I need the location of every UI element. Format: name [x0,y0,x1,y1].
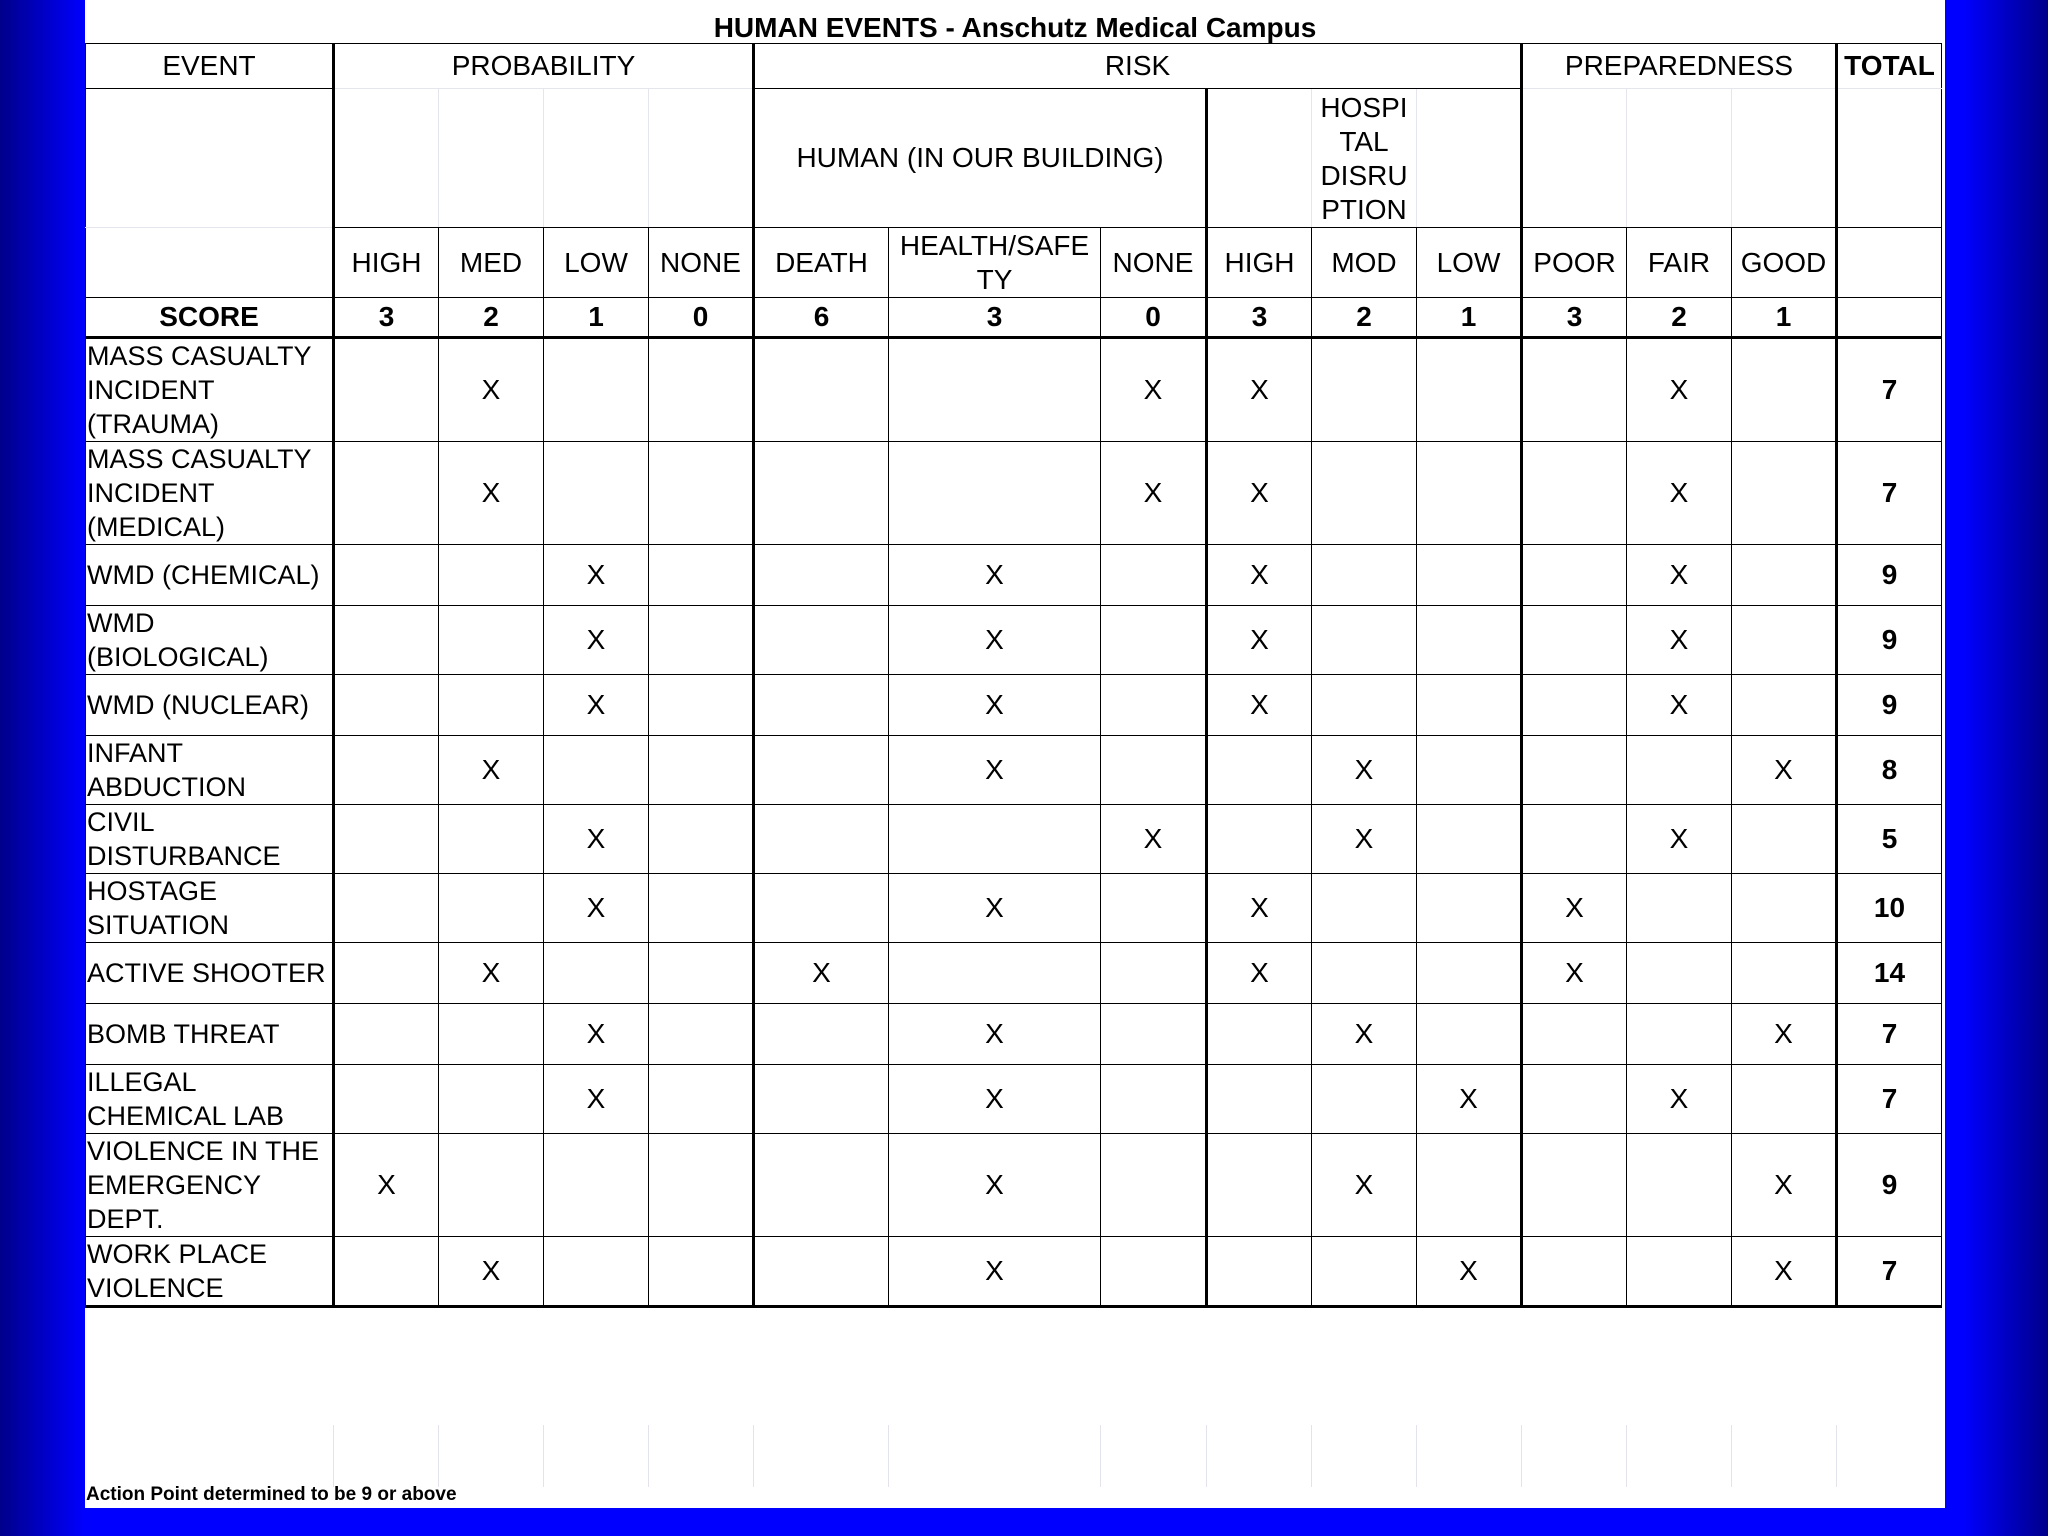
faint-gridline [888,1425,889,1487]
faint-gridline [1311,1425,1312,1487]
empty-cell [889,805,1101,874]
x-mark: X [889,675,1101,736]
empty-cell [889,442,1101,545]
empty-cell [334,736,439,805]
event-total: 9 [1837,1134,1942,1237]
empty-cell [1207,1065,1312,1134]
faint-gridline [1100,1425,1101,1487]
empty-cell [649,338,754,442]
x-mark: X [544,545,649,606]
x-mark: X [1627,606,1732,675]
x-mark: X [1417,1237,1522,1307]
column-header: MOD [1312,228,1417,298]
column-header: POOR [1522,228,1627,298]
x-mark: X [1101,442,1207,545]
empty-cell [439,675,544,736]
column-header: GOOD [1732,228,1837,298]
empty-cell [1417,442,1522,545]
event-row [86,338,1942,442]
score-total-spacer [1837,298,1942,338]
empty-cell [1312,943,1417,1004]
x-mark: X [1207,442,1312,545]
x-mark: X [1627,805,1732,874]
empty-cell [1101,606,1207,675]
empty-cell [1207,1237,1312,1307]
hospital-disruption-header [1312,89,1417,228]
empty-cell [1522,736,1627,805]
x-mark: X [1101,338,1207,442]
empty-cell [334,338,439,442]
empty-cell [754,1004,889,1065]
score-value: 1 [544,298,649,338]
empty-cell [649,545,754,606]
event-name: VIOLENCE IN THE EMERGENCY DEPT. [86,1134,334,1237]
x-mark: X [1627,442,1732,545]
x-mark: X [889,736,1101,805]
x-mark: X [544,1065,649,1134]
event-name: WORK PLACE VIOLENCE [86,1237,334,1307]
empty-cell [334,545,439,606]
empty-cell [1101,1004,1207,1065]
empty-cell [1417,675,1522,736]
score-value: 3 [334,298,439,338]
empty-cell [649,1237,754,1307]
empty-cell [754,1065,889,1134]
event-name: BOMB THREAT [86,1004,334,1065]
score-value: 0 [1101,298,1207,338]
x-mark: X [1207,338,1312,442]
faint-gridline [1731,1425,1732,1487]
empty-cell [1522,442,1627,545]
x-mark: X [439,442,544,545]
event-header-spacer [86,89,334,228]
empty-cell [1732,606,1837,675]
preparedness-spacer [1627,89,1732,228]
empty-cell [754,606,889,675]
empty-cell [439,1134,544,1237]
empty-cell [649,943,754,1004]
x-mark: X [1207,675,1312,736]
x-mark: X [1732,1134,1837,1237]
empty-cell [544,1237,649,1307]
score-value: 1 [1732,298,1837,338]
empty-cell [334,943,439,1004]
empty-cell [649,736,754,805]
event-row [86,1065,1942,1134]
event-name: ACTIVE SHOOTER [86,943,334,1004]
x-mark: X [1522,874,1627,943]
empty-cell [1522,1237,1627,1307]
event-row [86,1237,1942,1307]
empty-cell [1101,943,1207,1004]
probability-spacer [649,89,754,228]
faint-gridline [648,1425,649,1487]
event-row [86,442,1942,545]
probability-header: PROBABILITY [334,44,754,89]
x-mark: X [1627,338,1732,442]
empty-cell [754,874,889,943]
empty-cell [544,338,649,442]
faint-gridline [438,1425,439,1487]
event-total: 7 [1837,338,1942,442]
empty-cell [1732,442,1837,545]
preparedness-spacer [1522,89,1627,228]
x-mark: X [889,545,1101,606]
empty-cell [1312,338,1417,442]
empty-cell [334,442,439,545]
hospital-disruption-line: TAL [1339,126,1389,157]
disruption-spacer [1207,89,1312,228]
faint-gridline [753,1425,754,1487]
hospital-disruption-line: DISRU [1320,160,1408,191]
human-in-building-header: HUMAN (IN OUR BUILDING) [754,89,1207,228]
event-row [86,606,1942,675]
empty-cell [1522,1065,1627,1134]
empty-cell [334,675,439,736]
event-row [86,805,1942,874]
event-total: 7 [1837,1065,1942,1134]
empty-cell [1101,1134,1207,1237]
risk-header: RISK [754,44,1522,89]
x-mark: X [334,1134,439,1237]
empty-cell [1522,805,1627,874]
event-total: 7 [1837,1004,1942,1065]
empty-cell [1312,874,1417,943]
empty-cell [754,1134,889,1237]
empty-cell [889,338,1101,442]
empty-cell [1732,943,1837,1004]
empty-cell [754,805,889,874]
x-mark: X [1732,736,1837,805]
x-mark: X [889,1134,1101,1237]
empty-cell [1732,545,1837,606]
x-mark: X [1627,1065,1732,1134]
empty-cell [1627,736,1732,805]
empty-cell [1312,442,1417,545]
empty-cell [439,874,544,943]
total-spacer [1837,89,1942,228]
event-row [86,675,1942,736]
empty-cell [1101,874,1207,943]
column-header: MED [439,228,544,298]
score-value: 0 [649,298,754,338]
empty-cell [649,442,754,545]
empty-cell [1312,545,1417,606]
event-total: 9 [1837,545,1942,606]
empty-cell [1312,675,1417,736]
empty-cell [649,874,754,943]
x-mark: X [1732,1237,1837,1307]
empty-cell [1312,1237,1417,1307]
score-value: 2 [439,298,544,338]
event-name: INFANT ABDUCTION [86,736,334,805]
empty-cell [1732,874,1837,943]
event-row [86,736,1942,805]
event-header: EVENT [86,44,334,89]
empty-cell [1417,545,1522,606]
faint-gridline [1836,1425,1837,1487]
empty-cell [544,442,649,545]
event-name: CIVIL DISTURBANCE [86,805,334,874]
column-header: HEALTH/SAFE TY [889,228,1101,298]
total-header: TOTAL [1837,44,1942,89]
event-total: 8 [1837,736,1942,805]
score-value: 2 [1627,298,1732,338]
hazard-table [85,43,1942,1308]
column-header: FAIR [1627,228,1732,298]
column-header: NONE [1101,228,1207,298]
empty-cell [1101,1237,1207,1307]
probability-spacer [544,89,649,228]
empty-cell [754,545,889,606]
event-name: ILLEGAL CHEMICAL LAB [86,1065,334,1134]
empty-cell [1101,1065,1207,1134]
total-column-spacer [1837,228,1942,298]
hva-sheet [85,0,1945,1508]
empty-cell [1207,736,1312,805]
preparedness-header: PREPAREDNESS [1522,44,1837,89]
event-total: 7 [1837,442,1942,545]
empty-cell [1627,1237,1732,1307]
empty-cell [1207,1004,1312,1065]
empty-cell [649,1065,754,1134]
empty-cell [439,606,544,675]
faint-gridline [1416,1425,1417,1487]
score-label: SCORE [86,298,334,338]
x-mark: X [1101,805,1207,874]
event-name: HOSTAGE SITUATION [86,874,334,943]
x-mark: X [1207,943,1312,1004]
empty-cell [439,1065,544,1134]
probability-spacer [334,89,439,228]
event-name: WMD (BIOLOGICAL) [86,606,334,675]
empty-cell [334,874,439,943]
empty-cell [1732,338,1837,442]
disruption-spacer [1417,89,1522,228]
x-mark: X [1627,675,1732,736]
empty-cell [439,1004,544,1065]
event-name: WMD (CHEMICAL) [86,545,334,606]
empty-cell [334,1065,439,1134]
event-total: 9 [1837,606,1942,675]
x-mark: X [439,736,544,805]
event-total: 14 [1837,943,1942,1004]
x-mark: X [439,943,544,1004]
empty-cell [544,1134,649,1237]
faint-gridline [1626,1425,1627,1487]
event-row [86,1004,1942,1065]
event-total: 7 [1837,1237,1942,1307]
x-mark: X [544,675,649,736]
empty-cell [1417,874,1522,943]
empty-cell [1522,1004,1627,1065]
event-row [86,1134,1942,1237]
x-mark: X [544,874,649,943]
empty-cell [334,1237,439,1307]
empty-cell [334,1004,439,1065]
empty-cell [1417,805,1522,874]
x-mark: X [544,805,649,874]
faint-gridline [1206,1425,1207,1487]
score-value: 3 [1207,298,1312,338]
empty-cell [1732,675,1837,736]
x-mark: X [1312,736,1417,805]
event-row [86,545,1942,606]
x-mark: X [1207,606,1312,675]
empty-cell [1732,1065,1837,1134]
score-value: 6 [754,298,889,338]
column-header: HIGH [1207,228,1312,298]
empty-cell [1101,675,1207,736]
empty-cell [1522,1134,1627,1237]
x-mark: X [889,1004,1101,1065]
x-mark: X [1207,874,1312,943]
empty-cell [334,606,439,675]
hospital-disruption-line: PTION [1321,194,1407,225]
x-mark: X [544,1004,649,1065]
score-value: 2 [1312,298,1417,338]
faint-gridline [1521,1425,1522,1487]
empty-cell [754,1237,889,1307]
column-header: HIGH [334,228,439,298]
x-mark: X [1627,545,1732,606]
score-value: 3 [889,298,1101,338]
empty-cell [649,675,754,736]
empty-cell [1522,545,1627,606]
column-header: NONE [649,228,754,298]
empty-cell [754,442,889,545]
event-row [86,874,1942,943]
score-value: 3 [1522,298,1627,338]
empty-cell [649,1004,754,1065]
empty-cell [544,736,649,805]
empty-cell [439,805,544,874]
empty-cell [1522,338,1627,442]
x-mark: X [1312,1004,1417,1065]
event-row [86,943,1942,1004]
empty-cell [1312,1065,1417,1134]
faint-gridline [543,1425,544,1487]
x-mark: X [439,1237,544,1307]
x-mark: X [1732,1004,1837,1065]
event-column-spacer [86,228,334,298]
x-mark: X [1312,805,1417,874]
empty-cell [1732,805,1837,874]
probability-spacer [439,89,544,228]
x-mark: X [754,943,889,1004]
empty-cell [1417,1004,1522,1065]
event-name: MASS CASUALTY INCIDENT (MEDICAL) [86,442,334,545]
empty-cell [754,736,889,805]
sheet-title: HUMAN EVENTS - Anschutz Medical Campus [713,12,1317,43]
event-total: 9 [1837,675,1942,736]
empty-cell [649,606,754,675]
x-mark: X [889,1065,1101,1134]
empty-cell [1207,805,1312,874]
empty-cell [1417,338,1522,442]
x-mark: X [889,606,1101,675]
event-total: 10 [1837,874,1942,943]
empty-cell [754,338,889,442]
empty-cell [1627,874,1732,943]
column-header: DEATH [754,228,889,298]
event-total: 5 [1837,805,1942,874]
x-mark: X [1417,1065,1522,1134]
empty-cell [439,545,544,606]
score-value: 1 [1417,298,1522,338]
empty-cell [649,1134,754,1237]
x-mark: X [1522,943,1627,1004]
empty-cell [1522,606,1627,675]
x-mark: X [889,1237,1101,1307]
empty-cell [334,805,439,874]
empty-cell [889,943,1101,1004]
empty-cell [1207,1134,1312,1237]
x-mark: X [889,874,1101,943]
empty-cell [1417,736,1522,805]
empty-cell [544,943,649,1004]
preparedness-spacer [1732,89,1837,228]
empty-cell [1417,1134,1522,1237]
action-point-note: Action Point determined to be 9 or above [86,1484,457,1505]
empty-cell [1417,606,1522,675]
x-mark: X [1312,1134,1417,1237]
hospital-disruption-line: HOSPI [1320,92,1408,123]
event-name: MASS CASUALTY INCIDENT (TRAUMA) [86,338,334,442]
empty-cell [1627,943,1732,1004]
empty-cell [754,675,889,736]
column-header: LOW [544,228,649,298]
empty-cell [1417,943,1522,1004]
empty-cell [1101,736,1207,805]
empty-cell [1101,545,1207,606]
x-mark: X [439,338,544,442]
empty-cell [1627,1004,1732,1065]
event-name: WMD (NUCLEAR) [86,675,334,736]
empty-cell [1522,675,1627,736]
x-mark: X [1207,545,1312,606]
faint-gridline [333,1425,334,1487]
empty-cell [1627,1134,1732,1237]
x-mark: X [544,606,649,675]
column-header: LOW [1417,228,1522,298]
empty-cell [1312,606,1417,675]
empty-cell [649,805,754,874]
